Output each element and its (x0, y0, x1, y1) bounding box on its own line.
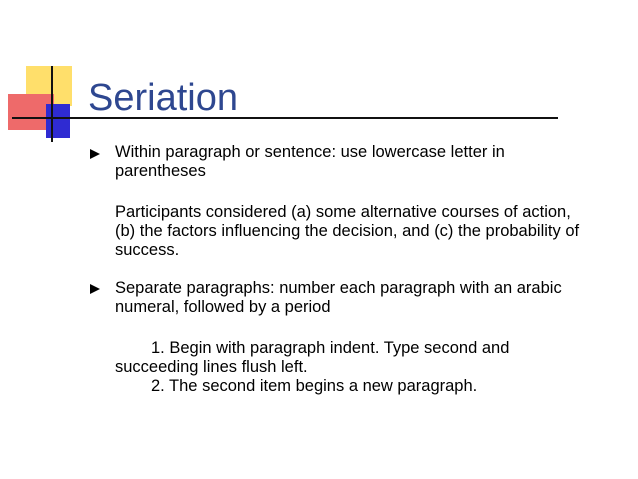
bullet-1-example-line-3: success. (115, 241, 180, 259)
bullet-1-text (115, 143, 505, 181)
bullet-1-example-line-1: Participants considered (a) some alternative courses of action, (115, 203, 571, 221)
square-bullet-icon (90, 284, 100, 294)
bullet-1-line-2: parentheses (115, 162, 206, 180)
decorative-blue-block (46, 104, 70, 138)
bullet-2-line-2: numeral, followed by a period (115, 298, 331, 316)
bullet-2-example-line-2: succeeding lines flush left. (115, 358, 308, 376)
bullet-1-line-1: Within paragraph or sentence: use lowercase letter in (115, 143, 505, 161)
decorative-vertical-line (51, 66, 53, 142)
bullet-2-line-1: Separate paragraphs: number each paragraph with an arabic (115, 279, 562, 297)
bullet-2-example-line-3: 2. The second item begins a new paragraph. (151, 377, 478, 395)
square-bullet-icon (90, 149, 100, 159)
bullet-2-text (115, 279, 562, 317)
bullet-2-example (115, 339, 509, 396)
bullet-1-example-line-2: (b) the factors influencing the decision, and (c) the probability of (115, 222, 580, 240)
bullet-1-example (115, 203, 579, 260)
slide-title: Seriation (88, 77, 238, 119)
bullet-2-example-line-1: 1. Begin with paragraph indent. Type second and (151, 339, 510, 357)
